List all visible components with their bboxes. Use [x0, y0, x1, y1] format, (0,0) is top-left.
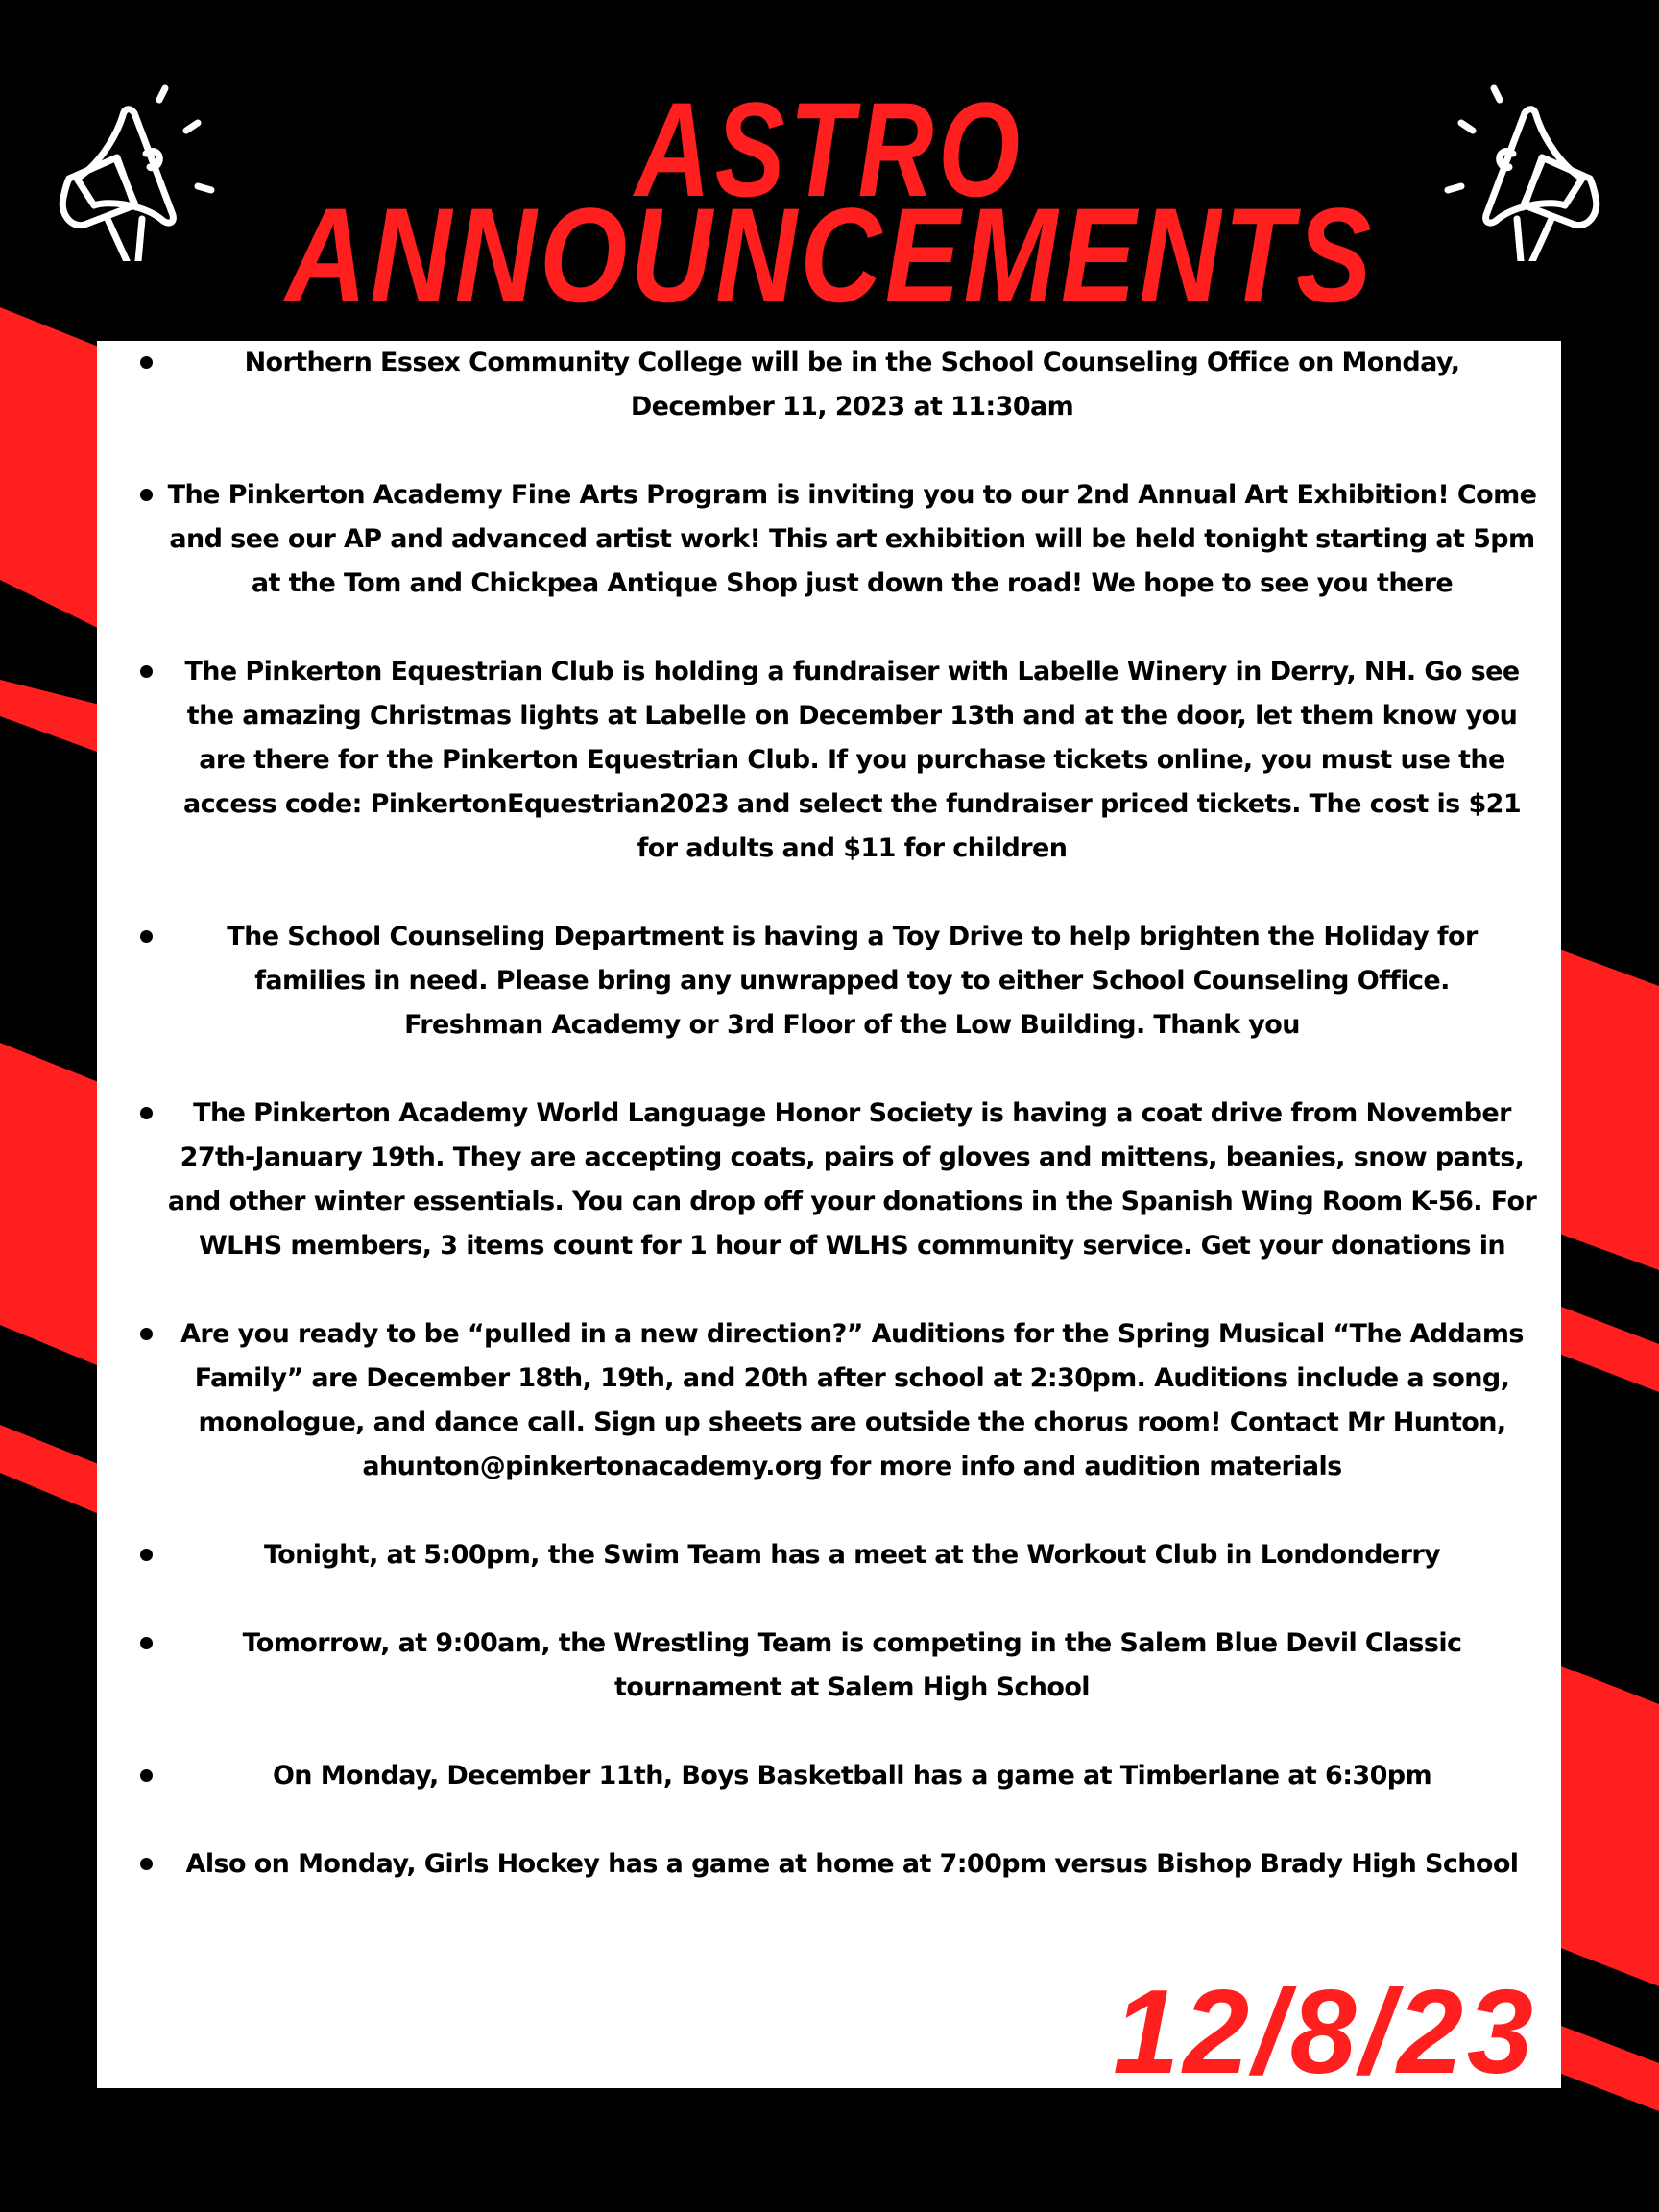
announcement-text: On Monday, December 11th, Boys Basketball has a game at Timberlane at 6:30pm: [272, 1761, 1432, 1791]
bullet-icon: [140, 356, 153, 369]
announcement-item: [97, 1533, 1561, 1577]
date-stamp: 12/8/23: [1113, 1966, 1537, 2099]
announcement-item: [97, 1842, 1561, 1887]
bullet-icon: [140, 1107, 153, 1119]
bullet-icon: [140, 1637, 153, 1649]
bullet-icon: [140, 1328, 153, 1340]
announcement-text: Northern Essex Community College will be in the School Counseling Office on Monday, December 11, 2023 at 11:30am: [244, 348, 1460, 421]
announcement-text: The Pinkerton Equestrian Club is holding a fundraiser with Labelle Winery in Derry, NH. Go see the amazing Christmas lights at Labelle on December 13th and at the door, let them know you are there for the Pinkerton Equestrian Club. If you purchase tickets online, you must use the access code: PinkertonEquestrian2023 and select the fundraiser priced tickets. The cost is $21 for adults and $11 for children: [182, 657, 1522, 863]
announcement-item: [97, 473, 1561, 606]
announcement-board: [97, 341, 1561, 2099]
bullet-icon: [140, 665, 153, 678]
announcement-text: Tomorrow, at 9:00am, the Wrestling Team is competing in the Salem Blue Devil Classic tournament at Salem High School: [242, 1628, 1462, 1702]
announcement-list: [97, 341, 1561, 1931]
title-announcements: [0, 180, 1659, 330]
title-line-1: ASTRO: [635, 74, 1024, 225]
announcement-text: The Pinkerton Academy World Language Honor Society is having a coat drive from November 27th-January 19th. They are accepting coats, pairs of gloves and mittens, beanies, snow pants, and other winter essentials. You can drop off your donations in the Spanish Wing Room K-56. For WLHS members, 3 items count for 1 hour of WLHS community service. Get your donations in: [167, 1098, 1537, 1261]
announcement-item: [97, 1754, 1561, 1798]
announcement-item: [97, 1622, 1561, 1710]
announcement-item: [97, 915, 1561, 1047]
bullet-icon: [140, 1549, 153, 1561]
announcement-item: [97, 1312, 1561, 1489]
announcement-text: Tonight, at 5:00pm, the Swim Team has a meet at the Workout Club in Londonderry: [263, 1540, 1441, 1570]
bullet-icon: [140, 1858, 153, 1870]
bullet-icon: [140, 1769, 153, 1782]
announcement-text: Are you ready to be “pulled in a new direction?” Auditions for the Spring Musical “The Addams Family” are December 18th, 19th, and 20th after school at 2:30pm. Auditions include a song, monologue, and dance call. Sign up sheets are outside the chorus room! Contact Mr Hunton, ahunton@pinkertonacademy.org for more info and audition materials: [180, 1319, 1524, 1481]
bullet-icon: [140, 930, 153, 943]
announcement-text: Also on Monday, Girls Hockey has a game at home at 7:00pm versus Bishop Brady High School: [185, 1849, 1519, 1879]
announcement-text: The Pinkerton Academy Fine Arts Program is inviting you to our 2nd Annual Art Exhibition! Come and see our AP and advanced artist work! This art exhibition will be held tonight starting at 5pm at the Tom and Chickpea Antique Shop just down the road! We hope to see you there: [167, 480, 1537, 598]
announcement-text: The School Counseling Department is having a Toy Drive to help brighten the Holiday for families in need. Please bring any unwrapped toy to either School Counseling Office. Freshman Academy or 3rd Floor of the Low Building. Thank you: [227, 922, 1478, 1040]
title-line-2: ANNOUNCEMENTS: [284, 180, 1375, 330]
announcement-item: [97, 650, 1561, 871]
announcement-item: [97, 1092, 1561, 1268]
bullet-icon: [140, 489, 153, 501]
announcement-item: [97, 341, 1561, 429]
